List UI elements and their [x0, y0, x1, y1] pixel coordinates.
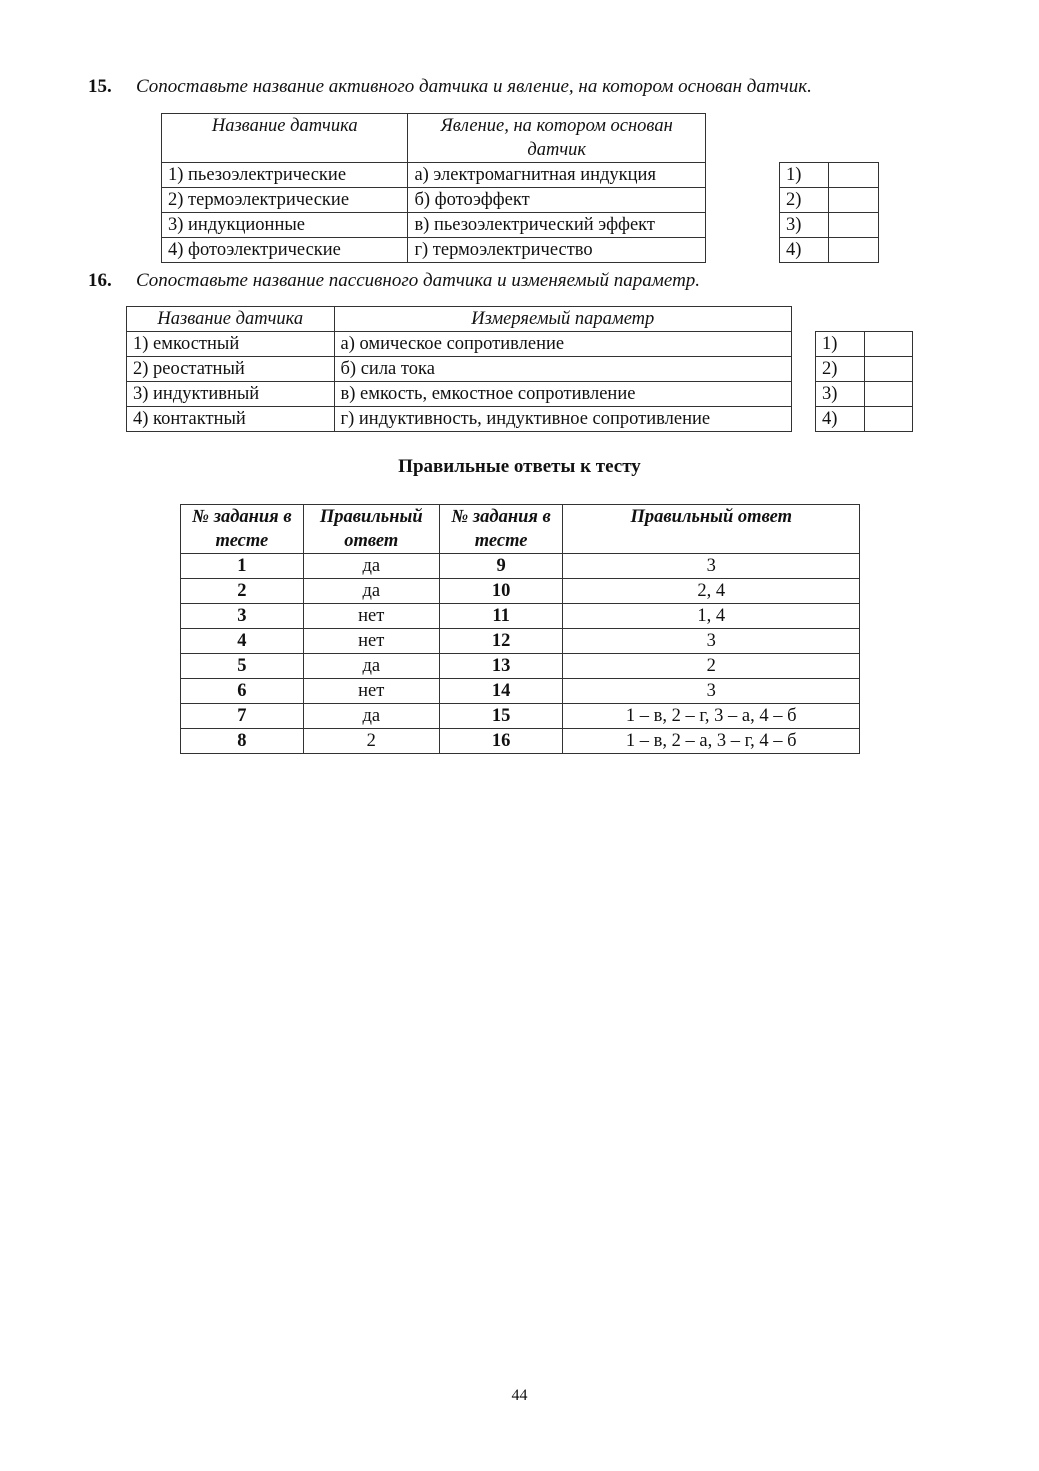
- answer-cell: да: [303, 654, 439, 679]
- table-row: [127, 357, 792, 382]
- task-number-cell: 8: [181, 729, 304, 754]
- question-text: Сопоставьте название активного датчика и явление, на котором основан датчик.: [136, 76, 812, 97]
- task-number-cell: 1: [181, 554, 304, 579]
- table-cell: г) индуктивность, индуктивное сопротивление: [334, 407, 791, 432]
- answer-blank[interactable]: [829, 238, 879, 263]
- table-row: [127, 407, 792, 432]
- table-row: [162, 238, 706, 263]
- table-header-row: [162, 114, 706, 163]
- answer-label: 1): [816, 332, 865, 357]
- answer-cell: 1 – в, 2 – а, 3 – г, 4 – б: [563, 729, 860, 754]
- answer-label: 4): [780, 238, 829, 263]
- answer-label: 3): [816, 382, 865, 407]
- table-row: [127, 382, 792, 407]
- answer-label: 3): [780, 213, 829, 238]
- answer-cell: 3: [563, 679, 860, 704]
- answer-blank[interactable]: [829, 188, 879, 213]
- task-number-cell: 4: [181, 629, 304, 654]
- answer-cell: 2: [303, 729, 439, 754]
- q16-answer-grid: [815, 331, 913, 432]
- answer-blank[interactable]: [865, 407, 913, 432]
- answer-row: [816, 382, 913, 407]
- table-row: [181, 654, 860, 679]
- header-parameter: Измеряемый параметр: [334, 307, 791, 332]
- table-cell: а) электромагнитная индукция: [408, 163, 706, 188]
- table-row: [181, 704, 860, 729]
- table-cell: 1) емкостный: [127, 332, 335, 357]
- table-cell: б) фотоэффект: [408, 188, 706, 213]
- q16-matching-table: [126, 306, 792, 432]
- table-cell: 2) термоэлектрические: [162, 188, 408, 213]
- task-number-cell: 6: [181, 679, 304, 704]
- answers-section-title: Правильные ответы к тесту: [398, 456, 641, 477]
- answer-cell: да: [303, 554, 439, 579]
- task-number-cell: 9: [439, 554, 563, 579]
- answer-blank[interactable]: [829, 163, 879, 188]
- answer-label: 2): [780, 188, 829, 213]
- table-row: [181, 554, 860, 579]
- answers-table: [180, 504, 860, 754]
- answer-cell: 3: [563, 629, 860, 654]
- header-correct-answer: Правильный ответ: [563, 505, 860, 554]
- answer-cell: 1 – в, 2 – г, 3 – а, 4 – б: [563, 704, 860, 729]
- task-number-cell: 11: [439, 604, 563, 629]
- table-cell: 3) индуктивный: [127, 382, 335, 407]
- answer-blank[interactable]: [865, 357, 913, 382]
- header-correct-answer: Правильный ответ: [303, 505, 439, 554]
- answer-cell: да: [303, 579, 439, 604]
- table-cell: 4) фотоэлектрические: [162, 238, 408, 263]
- question-number: 16.: [88, 270, 112, 291]
- table-row: [181, 604, 860, 629]
- answer-row: [816, 332, 913, 357]
- task-number-cell: 13: [439, 654, 563, 679]
- header-sensor-name: Название датчика: [127, 307, 335, 332]
- task-number-cell: 3: [181, 604, 304, 629]
- answer-cell: да: [303, 704, 439, 729]
- task-number-cell: 15: [439, 704, 563, 729]
- answer-cell: 2: [563, 654, 860, 679]
- table-cell: 2) реостатный: [127, 357, 335, 382]
- task-number-cell: 14: [439, 679, 563, 704]
- table-cell: в) емкость, емкостное сопротивление: [334, 382, 791, 407]
- answer-label: 4): [816, 407, 865, 432]
- table-row: [162, 188, 706, 213]
- table-header-row: [127, 307, 792, 332]
- table-row: [162, 213, 706, 238]
- table-row: [162, 163, 706, 188]
- table-cell: 1) пьезоэлектрические: [162, 163, 408, 188]
- question-16-title: [88, 270, 700, 292]
- answer-label: 2): [816, 357, 865, 382]
- answer-label: 1): [780, 163, 829, 188]
- table-cell: б) сила тока: [334, 357, 791, 382]
- task-number-cell: 5: [181, 654, 304, 679]
- answer-cell: 2, 4: [563, 579, 860, 604]
- header-task-number: № задания в тесте: [181, 505, 304, 554]
- table-row: [127, 332, 792, 357]
- header-phenomenon: Явление, на котором основан датчик: [408, 114, 706, 163]
- answer-row: [780, 238, 879, 263]
- task-number-cell: 10: [439, 579, 563, 604]
- answer-blank[interactable]: [865, 382, 913, 407]
- answer-cell: 3: [563, 554, 860, 579]
- task-number-cell: 12: [439, 629, 563, 654]
- task-number-cell: 7: [181, 704, 304, 729]
- question-15-title: [88, 76, 812, 98]
- q15-matching-table: [161, 113, 706, 263]
- table-header-row: [181, 505, 860, 554]
- task-number-cell: 16: [439, 729, 563, 754]
- table-cell: в) пьезоэлектрический эффект: [408, 213, 706, 238]
- answer-row: [780, 188, 879, 213]
- answer-row: [780, 163, 879, 188]
- header-sensor-name: Название датчика: [162, 114, 408, 163]
- task-number-cell: 2: [181, 579, 304, 604]
- answer-cell: нет: [303, 679, 439, 704]
- answer-cell: нет: [303, 629, 439, 654]
- table-cell: 4) контактный: [127, 407, 335, 432]
- question-number: 15.: [88, 76, 112, 97]
- page-number: 44: [511, 1387, 528, 1404]
- table-row: [181, 729, 860, 754]
- table-row: [181, 629, 860, 654]
- q15-answer-grid: [779, 162, 879, 263]
- answer-row: [780, 213, 879, 238]
- table-cell: а) омическое сопротивление: [334, 332, 791, 357]
- question-text: Сопоставьте название пассивного датчика и изменяемый параметр.: [136, 270, 701, 291]
- answer-row: [816, 407, 913, 432]
- answer-blank[interactable]: [829, 213, 879, 238]
- header-task-number: № задания в тесте: [439, 505, 563, 554]
- answer-blank[interactable]: [865, 332, 913, 357]
- answer-row: [816, 357, 913, 382]
- table-cell: г) термоэлектричество: [408, 238, 706, 263]
- answer-cell: нет: [303, 604, 439, 629]
- answer-cell: 1, 4: [563, 604, 860, 629]
- table-row: [181, 679, 860, 704]
- table-cell: 3) индукционные: [162, 213, 408, 238]
- table-row: [181, 579, 860, 604]
